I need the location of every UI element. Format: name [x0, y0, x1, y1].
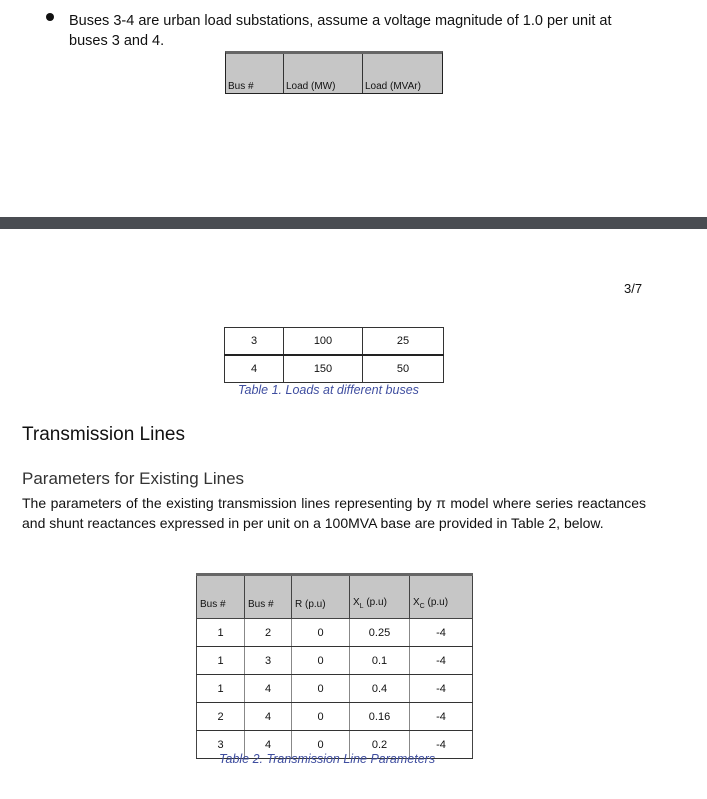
header-xl-sub: L	[359, 603, 364, 610]
cell-xc: -4	[410, 731, 473, 759]
header-load-mvar: Load (MVAr)	[365, 81, 421, 92]
table-row	[225, 328, 444, 356]
section-paragraph: The parameters of the existing transmission lines representing by π model where series reactances and shunt reactances expressed in per unit on a 100MVA base are provided in Table 2, below.	[22, 495, 646, 531]
table-1-caption: Table 1. Loads at different buses	[238, 383, 419, 397]
cell-from: 1	[197, 675, 245, 703]
bullet-line-2: buses 3 and 4.	[69, 33, 165, 49]
section-title: Transmission Lines	[22, 424, 185, 445]
table-row	[197, 675, 473, 703]
table-header-row	[197, 575, 473, 619]
bullet-line-1: Buses 3-4 are urban load substations, assume a voltage magnitude of 1.0 per unit at	[69, 13, 612, 29]
header-xc	[410, 575, 473, 619]
header-divider	[362, 54, 363, 93]
load-table	[224, 327, 444, 383]
cell-to: 4	[245, 675, 292, 703]
cell-xl: 0.2	[350, 731, 410, 759]
header-load-mw: Load (MW)	[286, 81, 336, 92]
cell-mw: 150	[284, 355, 363, 383]
line-table	[196, 573, 473, 759]
bullet-text	[69, 11, 669, 51]
header-xc-base: X	[413, 597, 420, 608]
header-xc-sub: C	[419, 603, 425, 610]
cell-mvar: 25	[363, 328, 444, 356]
cell-bus: 4	[225, 355, 284, 383]
cell-from: 2	[197, 703, 245, 731]
cell-mvar: 50	[363, 355, 444, 383]
table-row	[197, 619, 473, 647]
cell-r: 0	[292, 675, 350, 703]
page-break-bar	[0, 217, 707, 229]
cell-r: 0	[292, 647, 350, 675]
header-xc-unit: (p.u)	[424, 597, 449, 608]
header-bus-from: Bus #	[197, 575, 245, 619]
cell-r: 0	[292, 619, 350, 647]
page-number: 3/7	[624, 281, 643, 296]
subsection-title: Parameters for Existing Lines	[22, 469, 245, 488]
cell-to: 4	[245, 703, 292, 731]
cell-r: 0	[292, 731, 350, 759]
header-xl-unit: (p.u)	[363, 597, 387, 608]
cell-to: 3	[245, 647, 292, 675]
cell-to: 4	[245, 731, 292, 759]
cell-xc: -4	[410, 703, 473, 731]
cell-xc: -4	[410, 619, 473, 647]
cell-r: 0	[292, 703, 350, 731]
header-bus-to: Bus #	[245, 575, 292, 619]
cell-from: 1	[197, 647, 245, 675]
cell-xl: 0.1	[350, 647, 410, 675]
cell-bus: 3	[225, 328, 284, 356]
cell-mw: 100	[284, 328, 363, 356]
table-row	[197, 647, 473, 675]
cell-from: 3	[197, 731, 245, 759]
header-bus: Bus #	[228, 81, 254, 92]
cell-to: 2	[245, 619, 292, 647]
cell-xl: 0.4	[350, 675, 410, 703]
header-xl	[350, 575, 410, 619]
cell-xc: -4	[410, 675, 473, 703]
cell-xc: -4	[410, 647, 473, 675]
table-row	[225, 355, 444, 383]
table-2-caption: Table 2. Transmission Line Parameters	[219, 752, 436, 766]
cell-from: 1	[197, 619, 245, 647]
cell-xl: 0.16	[350, 703, 410, 731]
header-xl-base: X	[353, 597, 360, 608]
table-row	[197, 703, 473, 731]
bullet-dot	[46, 13, 54, 21]
cell-xl: 0.25	[350, 619, 410, 647]
load-table-header	[225, 51, 443, 94]
header-divider	[283, 54, 284, 93]
header-r: R (p.u)	[292, 575, 350, 619]
